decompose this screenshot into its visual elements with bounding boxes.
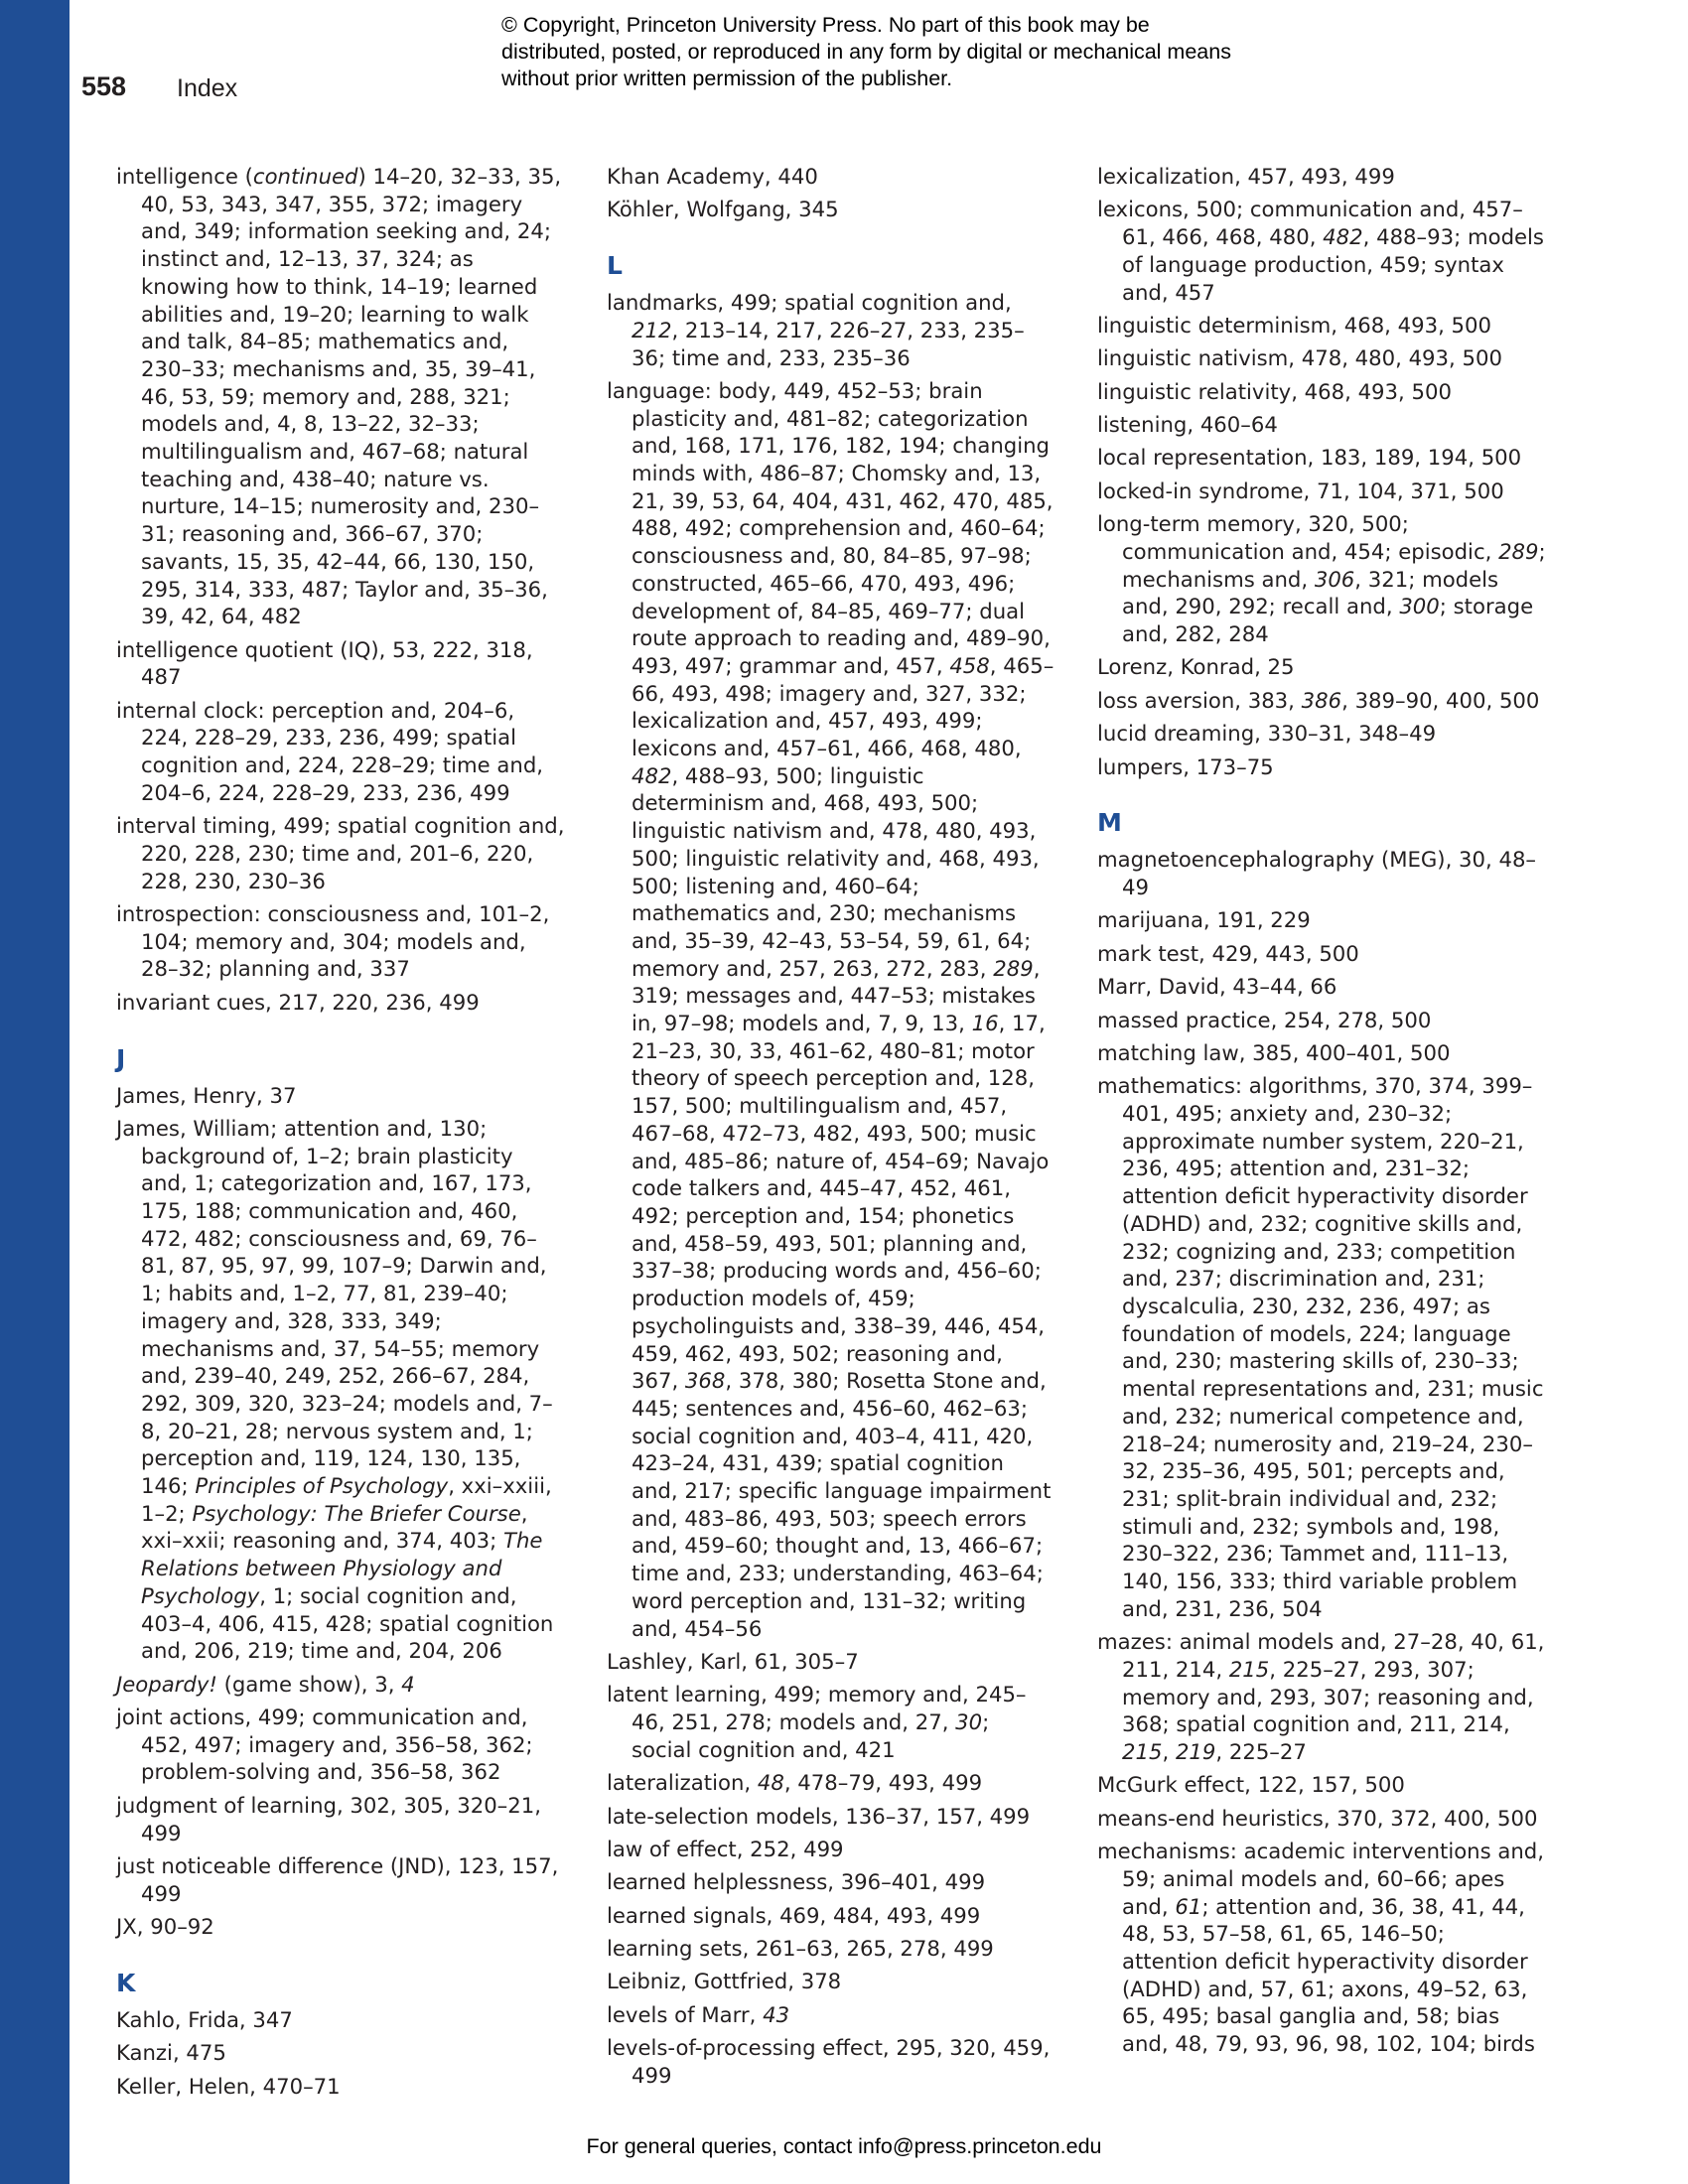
index-entry: invariant cues, 217, 220, 236, 499 <box>116 989 480 1015</box>
index-entry: law of effect, 252, 499 <box>607 1836 844 1861</box>
index-entry: intelligence (continued) 14–20, 32–33, 35, 40, 53, 343, 347, 355, 372; imagery and, 349; information seeking and, 24; instinct and, 12–13, 37, 324; as knowing how to think, 14–19; learned abilities and, 19–20; learning to walk and talk, 84–85; mathematics and, 230–33; mechanisms and, 35, 39–41, 46, 53, 59; memory and, 288, 321; models and, 4, 8, 13–22, 32–33; multilingualism and, 467–68; natural teaching and, 438–40; nature vs. nurture, 14–15; numerosity and, 230–31; reasoning and, 366–67, 370; savants, 15, 35, 42–44, 66, 130, 150, 295, 314, 333, 487; Taylor and, 35–36, 39, 42, 64, 482 <box>116 164 562 629</box>
footer-contact: For general queries, contact info@press.princeton.edu <box>586 2134 1102 2158</box>
index-entry: means-end heuristics, 370, 372, 400, 500 <box>1097 1805 1538 1831</box>
index-entry: judgment of learning, 302, 305, 320–21, 499 <box>116 1792 541 1845</box>
index-entry: lucid dreaming, 330–31, 348–49 <box>1097 721 1437 747</box>
index-entry: Kanzi, 475 <box>116 2040 226 2066</box>
running-head: Index <box>177 74 238 102</box>
copyright-notice: © Copyright, Princeton University Press. No part of this book may be distributed, posted, or reproduced in any form by digital or mechanical means without prior written permission of the publisher. <box>501 13 1231 90</box>
left-color-band <box>0 0 70 2184</box>
index-entry: landmarks, 499; spatial cognition and, 212, 213–14, 217, 226–27, 233, 235–36; time and, 233, 235–36 <box>607 290 1025 370</box>
index-entry: Keller, Helen, 470–71 <box>116 2073 341 2099</box>
index-entry: mechanisms: academic interventions and, 59; animal models and, 60–66; apes and, 61; attention and, 36, 38, 41, 44, 48, 53, 57–58, 61, 65, 146–50; attention deficit hyperactivity disorder (ADHD) and, 57, 61; axons, 49–52, 63, 65, 495; basal ganglia and, 58; bias and, 48, 79, 93, 96, 98, 102, 104; birds <box>1097 1839 1544 2057</box>
index-entry: loss aversion, 383, 386, 389–90, 400, 500 <box>1097 687 1540 713</box>
index-entry: locked-in syndrome, 71, 104, 371, 500 <box>1097 478 1504 503</box>
page-number: 558 <box>81 71 127 101</box>
index-entry: linguistic nativism, 478, 480, 493, 500 <box>1097 345 1502 371</box>
index-entry: learned signals, 469, 484, 493, 499 <box>607 1902 981 1928</box>
index-entry: levels of Marr, 43 <box>607 2001 790 2027</box>
index-entry: introspection: consciousness and, 101–2, 104; memory and, 304; models and, 28–32; planning and, 337 <box>116 901 550 982</box>
index-entry: levels-of-processing effect, 295, 320, 459, 499 <box>607 2035 1051 2088</box>
index-column-3 <box>1097 163 1546 2063</box>
index-entry: learning sets, 261–63, 265, 278, 499 <box>607 1936 994 1962</box>
index-entry: intelligence quotient (IQ), 53, 222, 318, 487 <box>116 636 533 690</box>
index-entry: Khan Academy, 440 <box>607 164 818 189</box>
index-entry: JX, 90–92 <box>116 1914 214 1940</box>
index-entry: linguistic relativity, 468, 493, 500 <box>1097 378 1452 404</box>
index-column-2 <box>607 163 1055 2095</box>
index-entry: mazes: animal models and, 27–28, 40, 61, 211, 214, 215, 225–27, 293, 307; memory and, 293, 307; reasoning and, 368; spatial cognition and, 211, 214, 215, 219, 225–27 <box>1097 1629 1545 1764</box>
index-column-1 <box>116 163 565 2106</box>
index-entry: latent learning, 499; memory and, 245–46, 251, 278; models and, 27, 30; social cognition and, 421 <box>607 1682 1027 1762</box>
section-letter: L <box>607 251 623 281</box>
index-entry: Marr, David, 43–44, 66 <box>1097 974 1337 1000</box>
index-entry: joint actions, 499; communication and, 452, 497; imagery and, 356–58, 362; problem-solving and, 356–58, 362 <box>116 1705 533 1785</box>
index-entry: listening, 460–64 <box>1097 412 1278 438</box>
index-entry: James, William; attention and, 130; background of, 1–2; brain plasticity and, 1; categorization and, 167, 173, 175, 188; communication and, 460, 472, 482; consciousness and, 69, 76–81, 87, 95, 97, 99, 107–9; Darwin and, 1; habits and, 1–2, 77, 81, 239–40; imagery and, 328, 333, 349; mechanisms and, 37, 54–55; memory and, 239–40, 249, 252, 266–67, 284, 292, 309, 320, 323–24; models and, 7–8, 20–21, 28; nervous system and, 1; perception and, 119, 124, 130, 135, 146; Principles of Psychology, xxi–xxiii, 1–2; Psychology: The Briefer Course, xxi–xxii; reasoning and, 374, 403; The Relations between Physiology and Psychology, 1; social cognition and, 403–4, 406, 415, 428; spatial cognition and, 206, 219; time and, 204, 206 <box>116 1115 554 1664</box>
section-letter: K <box>116 1968 136 1997</box>
section-letter: J <box>116 1043 126 1073</box>
index-entry: Jeopardy! (game show), 3, 4 <box>116 1671 415 1697</box>
index-entry: lumpers, 173–75 <box>1097 753 1274 779</box>
index-entry: Lashley, Karl, 61, 305–7 <box>607 1648 859 1674</box>
index-entry: Lorenz, Konrad, 25 <box>1097 654 1295 680</box>
index-entry: James, Henry, 37 <box>116 1082 297 1108</box>
index-entry: language: body, 449, 452–53; brain plasticity and, 481–82; categorization and, 168, 171, 176, 182, 194; changing minds with, 486–87; Chomsky and, 13, 21, 39, 53, 64, 404, 431, 462, 470, 485, 488, 492; comprehension and, 460–64; consciousness and, 80, 84–85, 97–98; constructed, 465–66, 470, 493, 496; development of, 84–85, 469–77; dual route approach to reading and, 489–90, 493, 497; grammar and, 457, 458, 465–66, 493, 498; imagery and, 327, 332; lexicalization and, 457, 493, 499; lexicons and, 457–61, 466, 468, 480, 482, 488–93, 500; linguistic determinism and, 468, 493, 500; linguistic nativism and, 478, 480, 493, 500; linguistic relativity and, 468, 493, 500; listening and, 460–64; mathematics and, 230; mechanisms and, 35–39, 42–43, 53–54, 59, 61, 64; memory and, 257, 263, 272, 283, 289, 319; messages and, 447–53; mistakes in, 97–98; models and, 7, 9, 13, 16, 17, 21–23, 30, 33, 461–62, 480–81; motor theory of speech perception and, 128, 157, 500; multilingualism and, 457, 467–68, 472–73, 482, 493, 500; music and, 485–86; nature of, 454–69; Navajo code talkers and, 445–47, 452, 461, 492; perception and, 154; phonetics and, 458–59, 493, 501; planning and, 337–38; producing words and, 456–60; production models of, 459; psycholinguists and, 338–39, 446, 454, 459, 462, 493, 502; reasoning and, 367, 368, 378, 380; Rosetta Stone and, 445; sentences and, 456–60, 462–63; social cognition and, 403–4, 411, 420, 423–24, 431, 439; spatial cognition and, 217; specific language impairment and, 483–86, 493, 503; speech errors and, 459–60; thought and, 13, 466–67; time and, 233; understanding, 463–64; word perception and, 131–32; writing and, 454–56 <box>607 377 1055 1641</box>
index-entry: mark test, 429, 443, 500 <box>1097 940 1359 966</box>
index-entry: Köhler, Wolfgang, 345 <box>607 197 839 222</box>
index-entry: lexicons, 500; communication and, 457–61, 466, 468, 480, 482, 488–93; models of language production, 459; syntax and, 457 <box>1097 197 1544 305</box>
index-entry: lateralization, 48, 478–79, 493, 499 <box>607 1770 983 1796</box>
index-entry: internal clock: perception and, 204–6, 224, 228–29, 233, 236, 499; spatial cognition and, 224, 228–29; time and, 204–6, 224, 228–29, 233, 236, 499 <box>116 697 544 805</box>
index-entry: mathematics: algorithms, 370, 374, 399–401, 495; anxiety and, 230–32; approximate number system, 220–21, 236, 495; attention and, 231–32; attention deficit hyperactivity disorder (ADHD) and, 232; cognitive skills and, 232; cognizing and, 233; competition and, 237; discrimination and, 231; dyscalculia, 230, 232, 236, 497; as foundation of models, 224; language and, 230; mastering skills of, 230–33; mental representations and, 231; music and, 232; numerical competence and, 218–24; numerosity and, 219–24, 230–32, 235–36, 495, 501; percepts and, 231; split-brain individual and, 232; stimuli and, 232; symbols and, 198, 230–322, 236; Tammet and, 111–13, 140, 156, 333; third variable problem and, 231, 236, 504 <box>1097 1073 1544 1621</box>
index-entry: McGurk effect, 122, 157, 500 <box>1097 1772 1405 1798</box>
index-entry: marijuana, 191, 229 <box>1097 907 1311 933</box>
index-entry: magnetoencephalography (MEG), 30, 48–49 <box>1097 847 1537 900</box>
index-entry: learned helplessness, 396–401, 499 <box>607 1869 986 1895</box>
index-entry: massed practice, 254, 278, 500 <box>1097 1007 1432 1032</box>
index-entry: lexicalization, 457, 493, 499 <box>1097 164 1395 189</box>
section-letter: M <box>1097 808 1122 838</box>
index-entry: matching law, 385, 400–401, 500 <box>1097 1039 1451 1065</box>
index-entry: interval timing, 499; spatial cognition and, 220, 228, 230; time and, 201–6, 220, 228, 230, 230–36 <box>116 813 565 893</box>
index-entry: Kahlo, Frida, 347 <box>116 2006 293 2032</box>
index-entry: linguistic determinism, 468, 493, 500 <box>1097 312 1491 338</box>
index-entry: long-term memory, 320, 500; communication and, 454; episodic, 289; mechanisms and, 306, 321; models and, 290, 292; recall and, 300; storage and, 282, 284 <box>1097 511 1546 647</box>
index-entry: local representation, 183, 189, 194, 500 <box>1097 445 1522 471</box>
index-entry: Leibniz, Gottfried, 378 <box>607 1969 842 1994</box>
index-entry: just noticeable difference (JND), 123, 157, 499 <box>116 1852 559 1906</box>
index-entry: late-selection models, 136–37, 157, 499 <box>607 1803 1031 1829</box>
